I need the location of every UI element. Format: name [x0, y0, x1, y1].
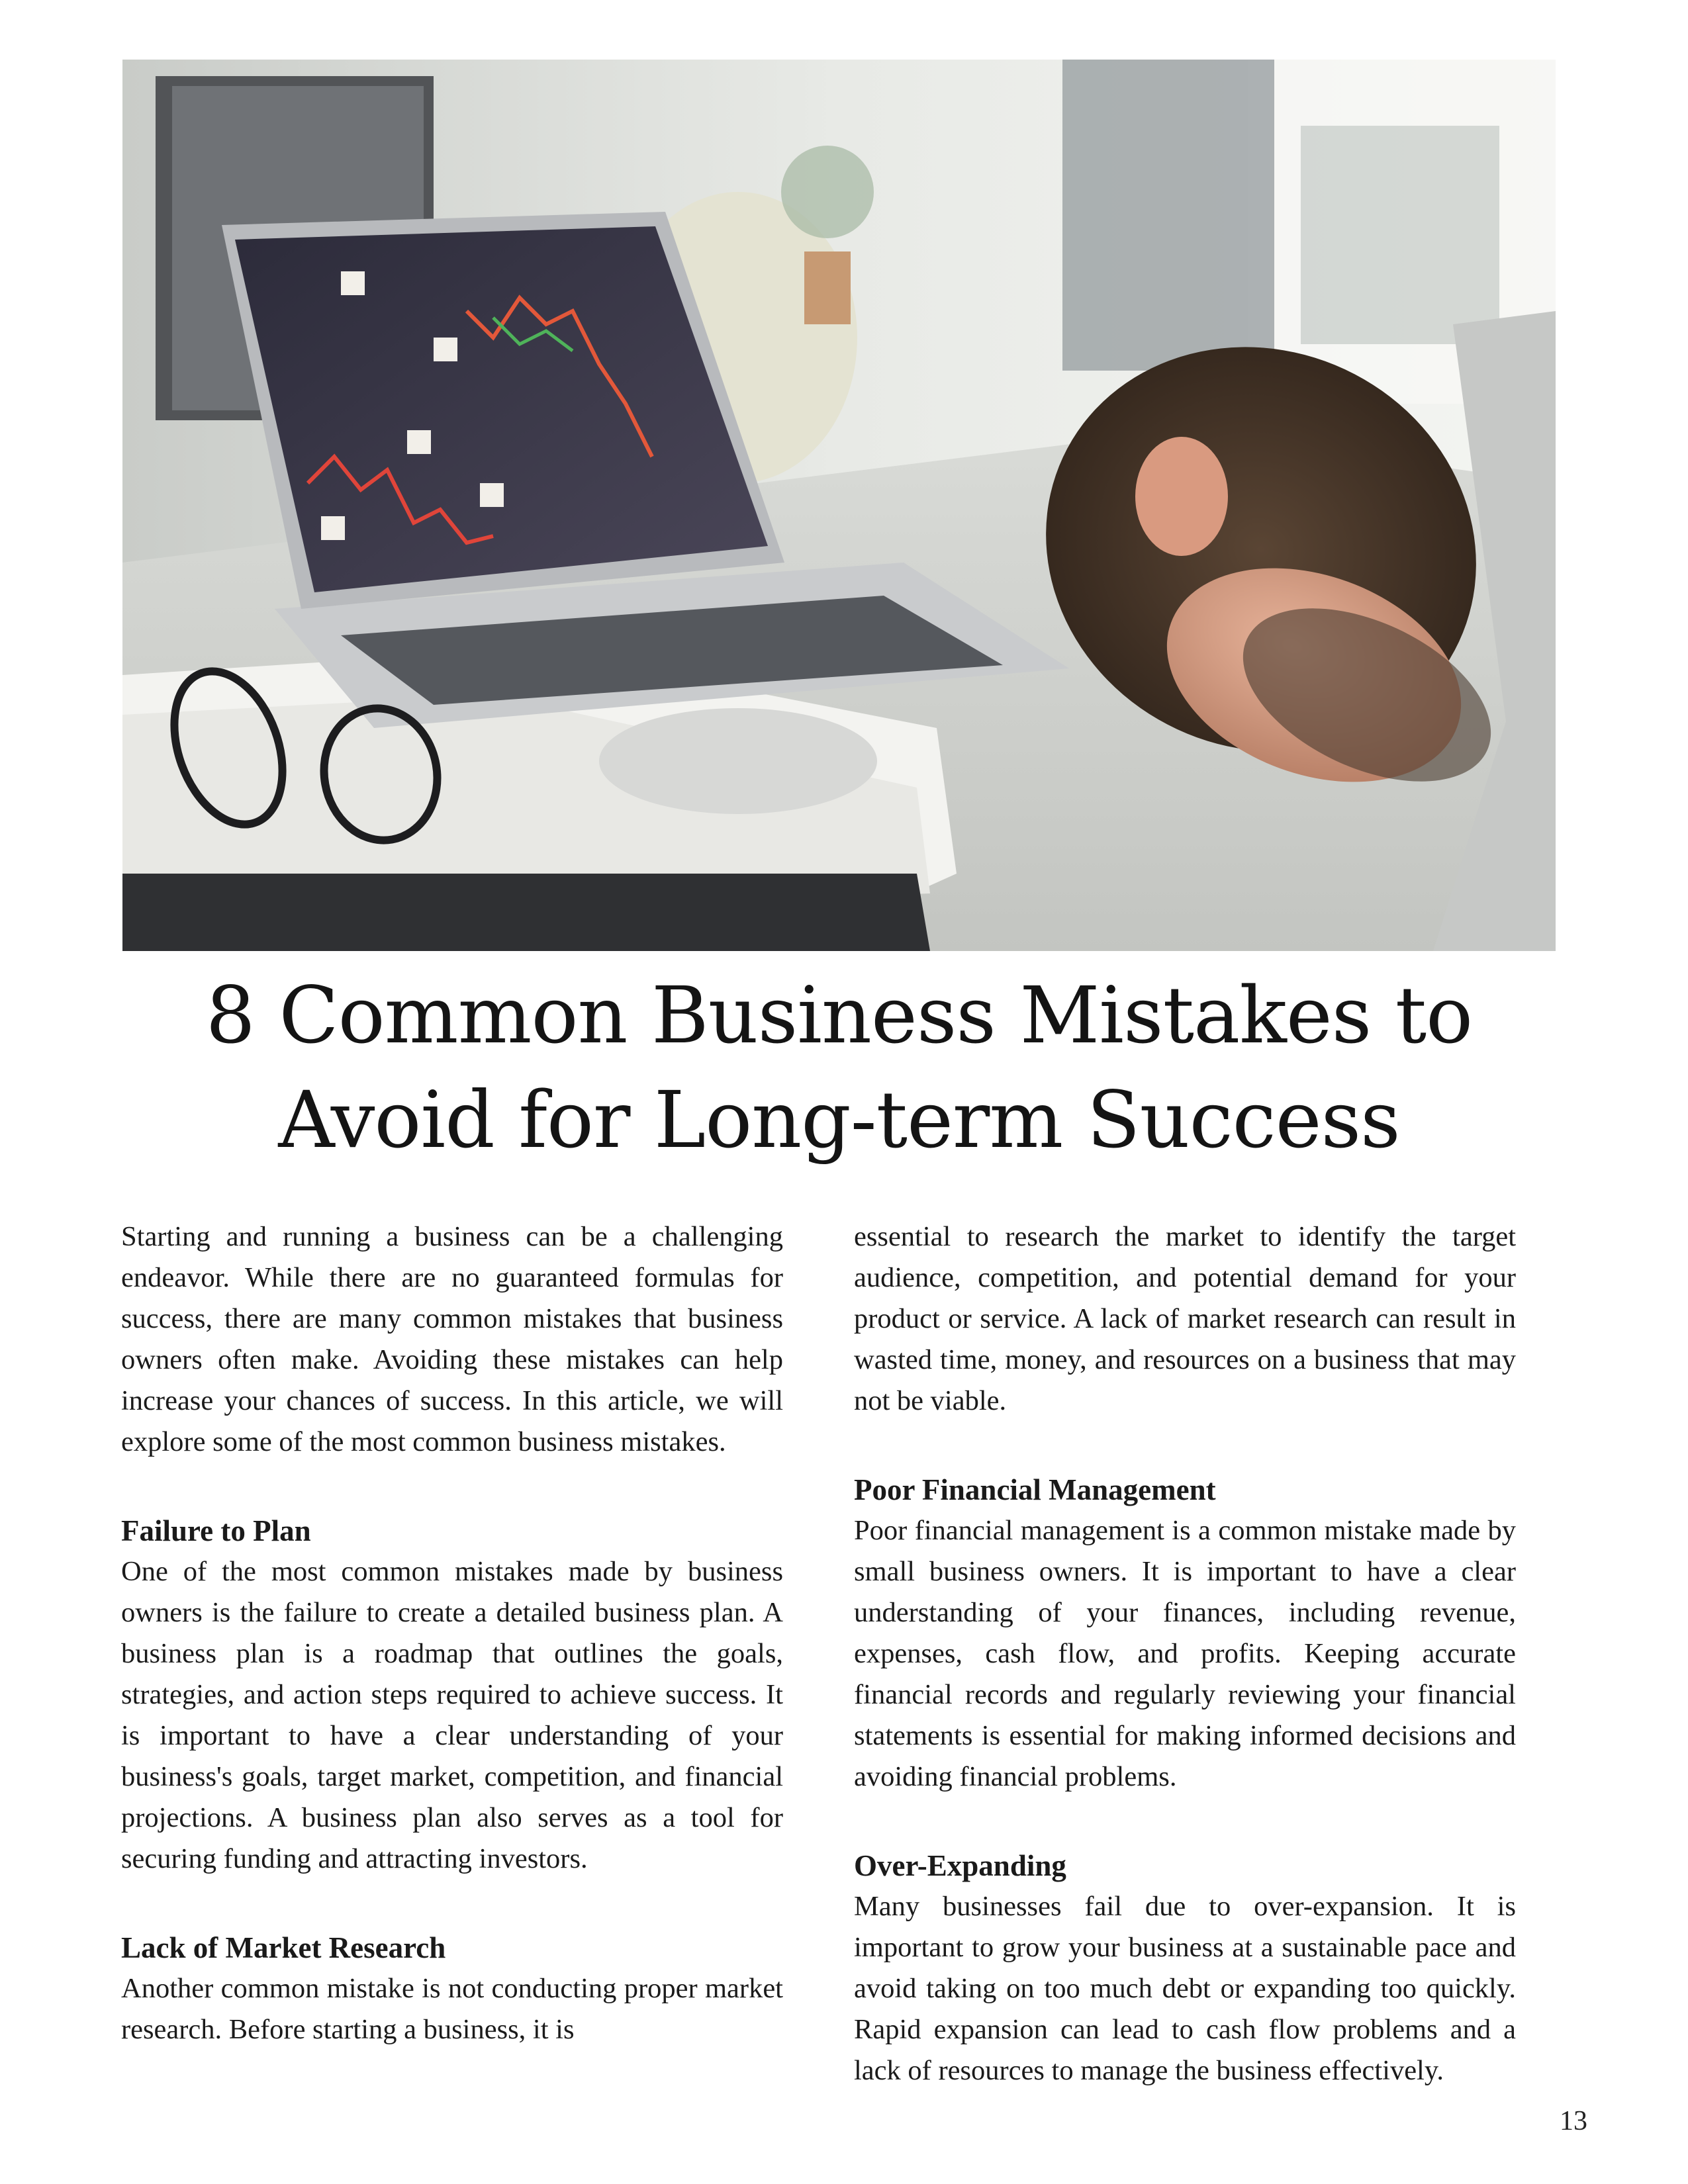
section-body-failure-to-plan: One of the most common mistakes made by business owners is the failure to create a detailed business plan. A business plan is a roadmap that outlines the goals, strategies, and action steps required to achieve success. It is important to have a clear understanding of your business's goals, target market, competition, and financial projections. A business plan also serves as a tool for securing funding and attracting investors.	[121, 1556, 783, 1874]
right-column	[854, 1216, 1516, 2091]
page-title	[122, 963, 1556, 1172]
title-line-2: Avoid for Long-term Success	[278, 1074, 1400, 1165]
page-number: 13	[1560, 2106, 1587, 2136]
section-heading-failure-to-plan: Failure to Plan	[121, 1514, 311, 1547]
photo-businessman-head-on-desk-icon	[122, 60, 1556, 951]
section-body-financial-management: Poor financial management is a common mistake made by small business owners. It is important to have a clear understanding of your finances, including revenue, expenses, cash flow, and profits. Keeping accurate financial records and regularly reviewing your financial statements is essential for making informed decisions and avoiding financial problems.	[854, 1515, 1516, 1792]
hero-photo	[122, 60, 1556, 951]
left-column	[121, 1216, 783, 2050]
section-body-market-research-end: essential to research the market to identify the target audience, competition, and potential demand for your product or service. A lack of market research can result in wasted time, money, and resources on a business that may not be viable.	[854, 1221, 1516, 1416]
section-heading-over-expanding: Over-Expanding	[854, 1849, 1066, 1882]
section-heading-financial-management: Poor Financial Management	[854, 1473, 1216, 1506]
section-body-market-research-start: Another common mistake is not conducting proper market research. Before starting a business, it is	[121, 1973, 783, 2045]
section-body-over-expanding: Many businesses fail due to over-expansion. It is important to grow your business at a sustainable pace and avoid taking on too much debt or expanding too quickly. Rapid expansion can lead to cash flow problems and a lack of resources to manage the business effectively.	[854, 1891, 1516, 2086]
section-heading-market-research: Lack of Market Research	[121, 1931, 446, 1964]
intro-paragraph: Starting and running a business can be a challenging endeavor. While there are no guaranteed formulas for success, there are many common mistakes that business owners often make. Avoiding these mistakes can help increase your chances of success. In this article, we will explore some of the most common business mistakes.	[121, 1221, 783, 1457]
title-line-1: 8 Common Business Mistakes to	[205, 970, 1473, 1061]
